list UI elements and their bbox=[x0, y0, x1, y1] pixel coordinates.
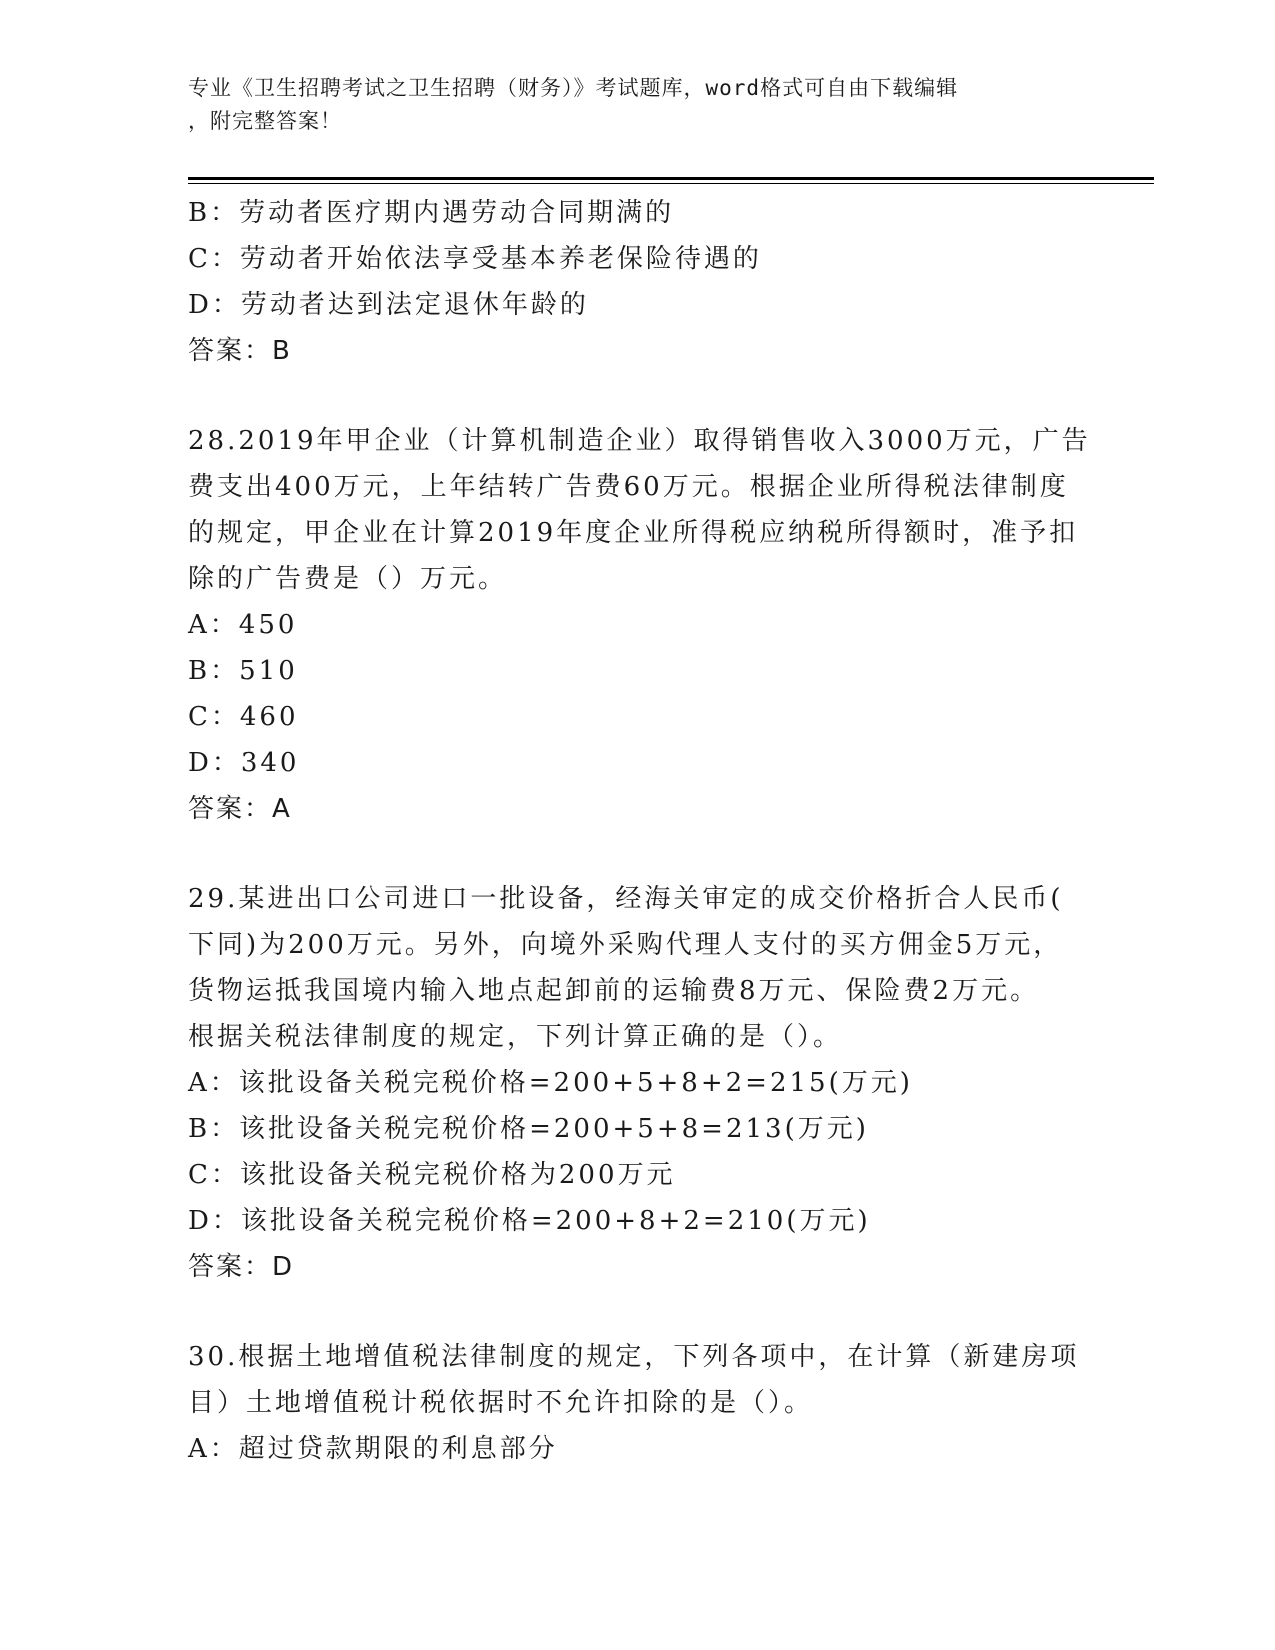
header-line-1: 专业《卫生招聘考试之卫生招聘（财务）》考试题库，word格式可自由下载编辑 bbox=[188, 76, 959, 100]
option-a: A：超过贷款期限的利息部分 bbox=[188, 1434, 558, 1464]
document-header bbox=[188, 72, 1068, 138]
answer-line: 答案：A bbox=[188, 794, 292, 824]
stem-line: 30.根据土地增值税法律制度的规定，下列各项中，在计算（新建房项 bbox=[188, 1342, 1080, 1372]
option-c: C：460 bbox=[188, 702, 299, 732]
stem-line: 费支出400万元，上年结转广告费60万元。根据企业所得税法律制度 bbox=[188, 472, 1069, 502]
stem-line: 除的广告费是（）万元。 bbox=[188, 564, 508, 594]
option-c: C：劳动者开始依法享受基本养老保险待遇的 bbox=[188, 244, 762, 274]
question-stem bbox=[188, 1334, 1080, 1426]
option-b: B：该批设备关税完税价格=200+5+8=213(万元) bbox=[188, 1114, 869, 1144]
header-divider-thin bbox=[188, 183, 1154, 184]
document-body bbox=[188, 190, 1091, 1472]
header-line-2: ，附完整答案！ bbox=[188, 109, 342, 133]
stem-line: 29.某进出口公司进口一批设备，经海关审定的成交价格折合人民币( bbox=[188, 884, 1064, 914]
question-30 bbox=[188, 1334, 1088, 1472]
stem-line: 目）土地增值税计税依据时不允许扣除的是（）。 bbox=[188, 1388, 814, 1418]
stem-line: 28.2019年甲企业（计算机制造企业）取得销售收入3000万元，广告 bbox=[188, 426, 1091, 456]
header-divider-thick bbox=[188, 177, 1154, 180]
option-d: D：劳动者达到法定退休年龄的 bbox=[188, 290, 589, 320]
question-27 bbox=[188, 190, 1088, 374]
option-b: B：劳动者医疗期内遇劳动合同期满的 bbox=[188, 198, 675, 228]
option-c: C：该批设备关税完税价格为200万元 bbox=[188, 1160, 676, 1190]
answer-line: 答案：D bbox=[188, 1252, 295, 1282]
option-a: A：该批设备关税完税价格=200+5+8+2=215(万元) bbox=[188, 1068, 913, 1098]
stem-line: 下同)为200万元。另外，向境外采购代理人支付的买方佣金5万元， bbox=[188, 930, 1063, 960]
stem-line: 的规定，甲企业在计算2019年度企业所得税应纳税所得额时，准予扣 bbox=[188, 518, 1079, 548]
question-29 bbox=[188, 876, 1088, 1290]
option-b: B：510 bbox=[188, 656, 298, 686]
question-stem bbox=[188, 418, 1091, 602]
stem-line: 货物运抵我国境内输入地点起卸前的运输费8万元、保险费2万元。 bbox=[188, 976, 1040, 1006]
option-d: D：340 bbox=[188, 748, 300, 778]
option-d: D：该批设备关税完税价格=200+8+2=210(万元) bbox=[188, 1206, 871, 1236]
question-stem bbox=[188, 876, 1068, 1060]
option-a: A：450 bbox=[188, 610, 298, 640]
answer-line: 答案：B bbox=[188, 336, 292, 366]
stem-line: 根据关税法律制度的规定，下列计算正确的是（）。 bbox=[188, 1022, 843, 1052]
question-28 bbox=[188, 418, 1091, 832]
